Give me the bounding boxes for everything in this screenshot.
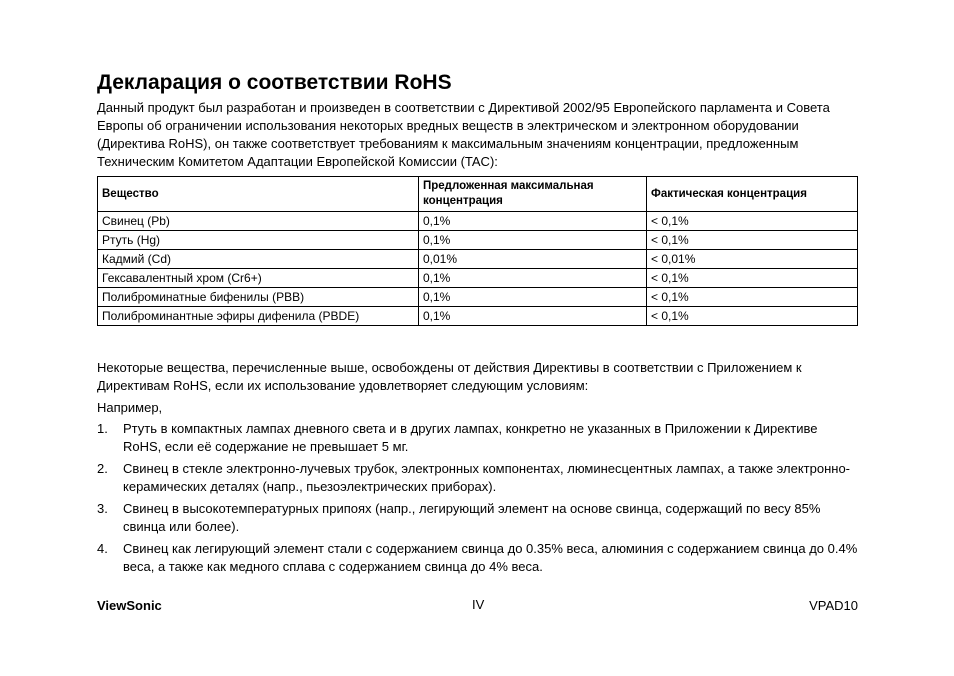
header-max-concentration: Предложенная максимальная концентрация: [419, 177, 647, 212]
list-item: [97, 500, 859, 536]
cell-substance: Ртуть (Hg): [98, 231, 419, 250]
table-row: [98, 250, 858, 269]
cell-actual: < 0,1%: [647, 269, 858, 288]
footer-brand: ViewSonic: [97, 598, 162, 613]
header-actual-concentration: Фактическая концентрация: [647, 177, 858, 212]
cell-actual: < 0,1%: [647, 307, 858, 326]
cell-substance: Свинец (Pb): [98, 212, 419, 231]
cell-max: 0,01%: [419, 250, 647, 269]
list-text: Свинец в высокотемпературных припоях (напр., легирующий элемент на основе свинца, содержащий по весу 85% свинца или более).: [123, 501, 821, 534]
exemption-paragraph: Некоторые вещества, перечисленные выше, освобождены от действия Директивы в соответствии с Приложением к Директивам RoHS, если их использование удовлетворяет следующим условиям:: [97, 360, 802, 393]
list-number: 3.: [97, 501, 108, 516]
table-row: [98, 307, 858, 326]
list-number: 4.: [97, 541, 108, 556]
footer-page-number: IV: [472, 597, 485, 612]
list-item: [97, 420, 859, 456]
footer-model: VPAD10: [809, 598, 858, 613]
list-text: Свинец в стекле электронно-лучевых трубок, электронных компонентах, люминесцентных лампах, а также электронно-керамических деталях (напр., пьезоэлектрических приборах).: [123, 461, 851, 494]
table-row: [98, 288, 858, 307]
cell-max: 0,1%: [419, 288, 647, 307]
list-text: Ртуть в компактных лампах дневного света и в других лампах, конкретно не указанных в Приложении к Директиве RoHS, если её содержание не превышает 5 мг.: [123, 421, 818, 454]
rohs-table: [97, 176, 858, 326]
cell-substance: Гексавалентный хром (Cr6+): [98, 269, 419, 288]
page-title: Декларация о соответствии RoHS: [97, 71, 452, 94]
cell-max: 0,1%: [419, 307, 647, 326]
exemption-list: [97, 420, 859, 580]
list-text: Свинец как легирующий элемент стали с содержанием свинца до 0.35% веса, алюминия с содержанием свинца до 0.4% веса, а также как медного сплава с содержанием свинца до 4% веса.: [123, 541, 858, 574]
cell-actual: < 0,01%: [647, 250, 858, 269]
cell-actual: < 0,1%: [647, 212, 858, 231]
list-number: 2.: [97, 461, 108, 476]
cell-substance: Кадмий (Cd): [98, 250, 419, 269]
table-row: [98, 269, 858, 288]
table-header-row: [98, 177, 858, 212]
example-label: Например,: [97, 400, 163, 415]
cell-actual: < 0,1%: [647, 231, 858, 250]
list-number: 1.: [97, 421, 108, 436]
list-item: [97, 460, 859, 496]
list-item: [97, 540, 859, 576]
table-row: [98, 231, 858, 250]
cell-max: 0,1%: [419, 212, 647, 231]
table-row: [98, 212, 858, 231]
cell-substance: Полиброминатные бифенилы (PBB): [98, 288, 419, 307]
header-substance: Вещество: [98, 177, 419, 212]
cell-substance: Полиброминантные эфиры дифенила (PBDE): [98, 307, 419, 326]
cell-actual: < 0,1%: [647, 288, 858, 307]
cell-max: 0,1%: [419, 269, 647, 288]
intro-paragraph: Данный продукт был разработан и произведен в соответствии с Директивой 2002/95 Европейского парламента и Совета Европы об ограничении использования некоторых вредных веществ в электрическом и электронном оборудовании (Директива RoHS), он также соответствует требованиям к максимальным значениям концентрации, предложенным Техническим Комитетом Адаптации Европейской Комиссии (TAC):: [97, 100, 830, 169]
cell-max: 0,1%: [419, 231, 647, 250]
